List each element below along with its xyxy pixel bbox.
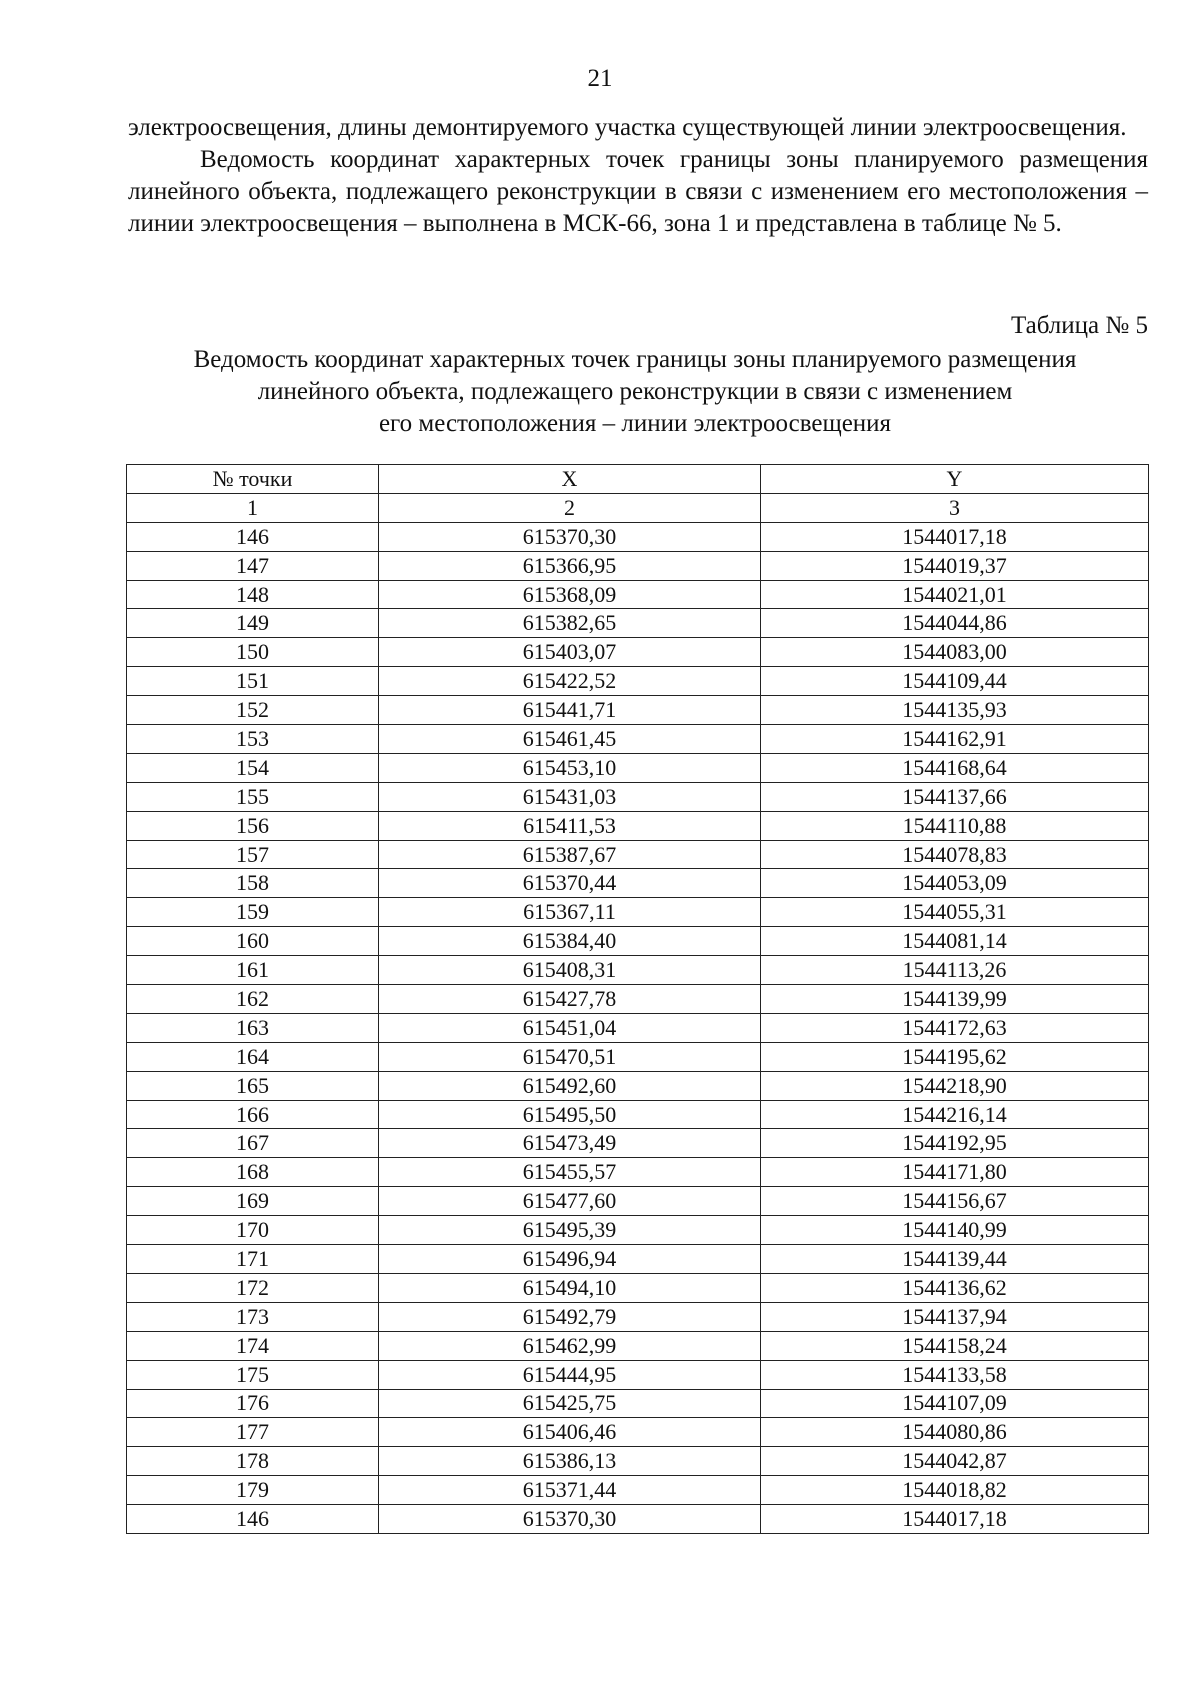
cell-point-number: 153 xyxy=(127,725,379,754)
cell-y: 1544156,67 xyxy=(761,1187,1149,1216)
cell-x: 615406,46 xyxy=(379,1418,761,1447)
cell-x: 615370,30 xyxy=(379,522,761,551)
cell-y: 1544158,24 xyxy=(761,1331,1149,1360)
cell-y: 1544168,64 xyxy=(761,753,1149,782)
cell-point-number: 151 xyxy=(127,667,379,696)
cell-point-number: 160 xyxy=(127,927,379,956)
cell-x: 615425,75 xyxy=(379,1389,761,1418)
table-row xyxy=(127,1100,1149,1129)
cell-y: 1544139,99 xyxy=(761,985,1149,1014)
cell-point-number: 156 xyxy=(127,811,379,840)
intro-paragraph-1: электроосвещения, длины демонтируемого участка существующей линии электроосвещения. xyxy=(128,114,1127,141)
cell-point-number: 161 xyxy=(127,956,379,985)
table-row xyxy=(127,1447,1149,1476)
cell-y: 1544195,62 xyxy=(761,1042,1149,1071)
table-row xyxy=(127,898,1149,927)
table-row xyxy=(127,609,1149,638)
table-row xyxy=(127,1158,1149,1187)
table-row xyxy=(127,1302,1149,1331)
table-row xyxy=(127,840,1149,869)
header-point-number: № точки xyxy=(127,465,379,494)
cell-y: 1544107,09 xyxy=(761,1389,1149,1418)
intro-paragraph-2: Ведомость координат характерных точек границы зоны планируемого размещения линейного объекта, подлежащего реконструкции в связи с изменением его местоположения – линии электроосвещения – выполнена в МСК-66, зона 1 и представлена в таблице № 5. xyxy=(128,146,1148,237)
cell-y: 1544019,37 xyxy=(761,551,1149,580)
table-row xyxy=(127,1187,1149,1216)
cell-y: 1544133,58 xyxy=(761,1360,1149,1389)
cell-point-number: 149 xyxy=(127,609,379,638)
cell-point-number: 171 xyxy=(127,1245,379,1274)
cell-x: 615371,44 xyxy=(379,1476,761,1505)
table-row xyxy=(127,1389,1149,1418)
cell-point-number: 168 xyxy=(127,1158,379,1187)
cell-point-number: 173 xyxy=(127,1302,379,1331)
table-row xyxy=(127,696,1149,725)
cell-x: 615367,11 xyxy=(379,898,761,927)
cell-x: 615453,10 xyxy=(379,753,761,782)
cell-y: 1544109,44 xyxy=(761,667,1149,696)
cell-x: 615370,44 xyxy=(379,869,761,898)
cell-x: 615368,09 xyxy=(379,580,761,609)
cell-x: 615473,49 xyxy=(379,1129,761,1158)
table-row xyxy=(127,782,1149,811)
table-row xyxy=(127,580,1149,609)
cell-point-number: 150 xyxy=(127,638,379,667)
table-row xyxy=(127,985,1149,1014)
cell-point-number: 170 xyxy=(127,1216,379,1245)
cell-y: 1544137,94 xyxy=(761,1302,1149,1331)
cell-point-number: 179 xyxy=(127,1476,379,1505)
cell-point-number: 152 xyxy=(127,696,379,725)
cell-y: 1544055,31 xyxy=(761,898,1149,927)
cell-y: 1544216,14 xyxy=(761,1100,1149,1129)
table-row xyxy=(127,1331,1149,1360)
cell-point-number: 155 xyxy=(127,782,379,811)
table-row xyxy=(127,1476,1149,1505)
coordinates-table xyxy=(126,464,1149,1534)
cell-y: 1544162,91 xyxy=(761,725,1149,754)
cell-y: 1544110,88 xyxy=(761,811,1149,840)
cell-y: 1544218,90 xyxy=(761,1071,1149,1100)
cell-y: 1544080,86 xyxy=(761,1418,1149,1447)
table-row xyxy=(127,1505,1149,1534)
table-row xyxy=(127,869,1149,898)
cell-x: 615441,71 xyxy=(379,696,761,725)
cell-x: 615451,04 xyxy=(379,1013,761,1042)
cell-point-number: 146 xyxy=(127,1505,379,1534)
cell-x: 615492,60 xyxy=(379,1071,761,1100)
cell-x: 615366,95 xyxy=(379,551,761,580)
cell-x: 615387,67 xyxy=(379,840,761,869)
table-row xyxy=(127,725,1149,754)
table-header-row xyxy=(127,465,1149,494)
cell-x: 615408,31 xyxy=(379,956,761,985)
cell-point-number: 159 xyxy=(127,898,379,927)
cell-y: 1544137,66 xyxy=(761,782,1149,811)
cell-y: 1544172,63 xyxy=(761,1013,1149,1042)
cell-point-number: 166 xyxy=(127,1100,379,1129)
cell-point-number: 154 xyxy=(127,753,379,782)
cell-x: 615411,53 xyxy=(379,811,761,840)
table-row xyxy=(127,1013,1149,1042)
cell-point-number: 174 xyxy=(127,1331,379,1360)
cell-point-number: 148 xyxy=(127,580,379,609)
cell-point-number: 177 xyxy=(127,1418,379,1447)
cell-y: 1544140,99 xyxy=(761,1216,1149,1245)
cell-y: 1544113,26 xyxy=(761,956,1149,985)
cell-x: 615462,99 xyxy=(379,1331,761,1360)
cell-y: 1544017,18 xyxy=(761,522,1149,551)
table-row xyxy=(127,1216,1149,1245)
cell-x: 615495,39 xyxy=(379,1216,761,1245)
table-row xyxy=(127,638,1149,667)
cell-x: 615386,13 xyxy=(379,1447,761,1476)
table-row xyxy=(127,1273,1149,1302)
column-number-3: 3 xyxy=(761,493,1149,522)
intro-text xyxy=(128,112,1148,240)
table-row xyxy=(127,522,1149,551)
cell-point-number: 175 xyxy=(127,1360,379,1389)
cell-y: 1544192,95 xyxy=(761,1129,1149,1158)
cell-y: 1544135,93 xyxy=(761,696,1149,725)
cell-y: 1544171,80 xyxy=(761,1158,1149,1187)
cell-y: 1544139,44 xyxy=(761,1245,1149,1274)
cell-y: 1544078,83 xyxy=(761,840,1149,869)
cell-x: 615427,78 xyxy=(379,985,761,1014)
cell-point-number: 162 xyxy=(127,985,379,1014)
table-row xyxy=(127,1129,1149,1158)
cell-x: 615431,03 xyxy=(379,782,761,811)
cell-x: 615384,40 xyxy=(379,927,761,956)
table-caption-line-3: его местоположения – линии электроосвещения xyxy=(378,410,892,437)
cell-point-number: 172 xyxy=(127,1273,379,1302)
cell-y: 1544081,14 xyxy=(761,927,1149,956)
table-row xyxy=(127,1071,1149,1100)
cell-y: 1544021,01 xyxy=(761,580,1149,609)
header-y: Y xyxy=(761,465,1149,494)
table-row xyxy=(127,927,1149,956)
cell-point-number: 167 xyxy=(127,1129,379,1158)
cell-point-number: 146 xyxy=(127,522,379,551)
table-column-number-row xyxy=(127,493,1149,522)
table-row xyxy=(127,956,1149,985)
table-body xyxy=(127,522,1149,1533)
cell-point-number: 147 xyxy=(127,551,379,580)
table-caption xyxy=(120,344,1150,440)
cell-y: 1544042,87 xyxy=(761,1447,1149,1476)
cell-y: 1544044,86 xyxy=(761,609,1149,638)
cell-point-number: 165 xyxy=(127,1071,379,1100)
table-row xyxy=(127,1418,1149,1447)
cell-y: 1544083,00 xyxy=(761,638,1149,667)
cell-x: 615495,50 xyxy=(379,1100,761,1129)
cell-x: 615494,10 xyxy=(379,1273,761,1302)
cell-y: 1544017,18 xyxy=(761,1505,1149,1534)
table-row xyxy=(127,811,1149,840)
table-row xyxy=(127,1245,1149,1274)
cell-point-number: 164 xyxy=(127,1042,379,1071)
table-row xyxy=(127,551,1149,580)
table-caption-line-1: Ведомость координат характерных точек границы зоны планируемого размещения xyxy=(193,346,1077,373)
header-x: X xyxy=(379,465,761,494)
cell-point-number: 163 xyxy=(127,1013,379,1042)
cell-y: 1544053,09 xyxy=(761,869,1149,898)
cell-y: 1544136,62 xyxy=(761,1273,1149,1302)
cell-x: 615403,07 xyxy=(379,638,761,667)
cell-x: 615422,52 xyxy=(379,667,761,696)
cell-x: 615444,95 xyxy=(379,1360,761,1389)
cell-y: 1544018,82 xyxy=(761,1476,1149,1505)
table-row xyxy=(127,667,1149,696)
table-row xyxy=(127,1360,1149,1389)
cell-point-number: 158 xyxy=(127,869,379,898)
cell-x: 615496,94 xyxy=(379,1245,761,1274)
page-number: 21 xyxy=(587,65,613,92)
cell-x: 615382,65 xyxy=(379,609,761,638)
table-label: Таблица № 5 xyxy=(1010,312,1148,339)
cell-x: 615492,79 xyxy=(379,1302,761,1331)
cell-x: 615461,45 xyxy=(379,725,761,754)
cell-x: 615370,30 xyxy=(379,1505,761,1534)
table-caption-line-2: линейного объекта, подлежащего реконструкции в связи с изменением xyxy=(257,378,1013,405)
cell-point-number: 157 xyxy=(127,840,379,869)
cell-point-number: 178 xyxy=(127,1447,379,1476)
column-number-2: 2 xyxy=(379,493,761,522)
table-row xyxy=(127,1042,1149,1071)
cell-point-number: 176 xyxy=(127,1389,379,1418)
cell-point-number: 169 xyxy=(127,1187,379,1216)
cell-x: 615470,51 xyxy=(379,1042,761,1071)
cell-x: 615477,60 xyxy=(379,1187,761,1216)
column-number-1: 1 xyxy=(127,493,379,522)
cell-x: 615455,57 xyxy=(379,1158,761,1187)
table-row xyxy=(127,753,1149,782)
